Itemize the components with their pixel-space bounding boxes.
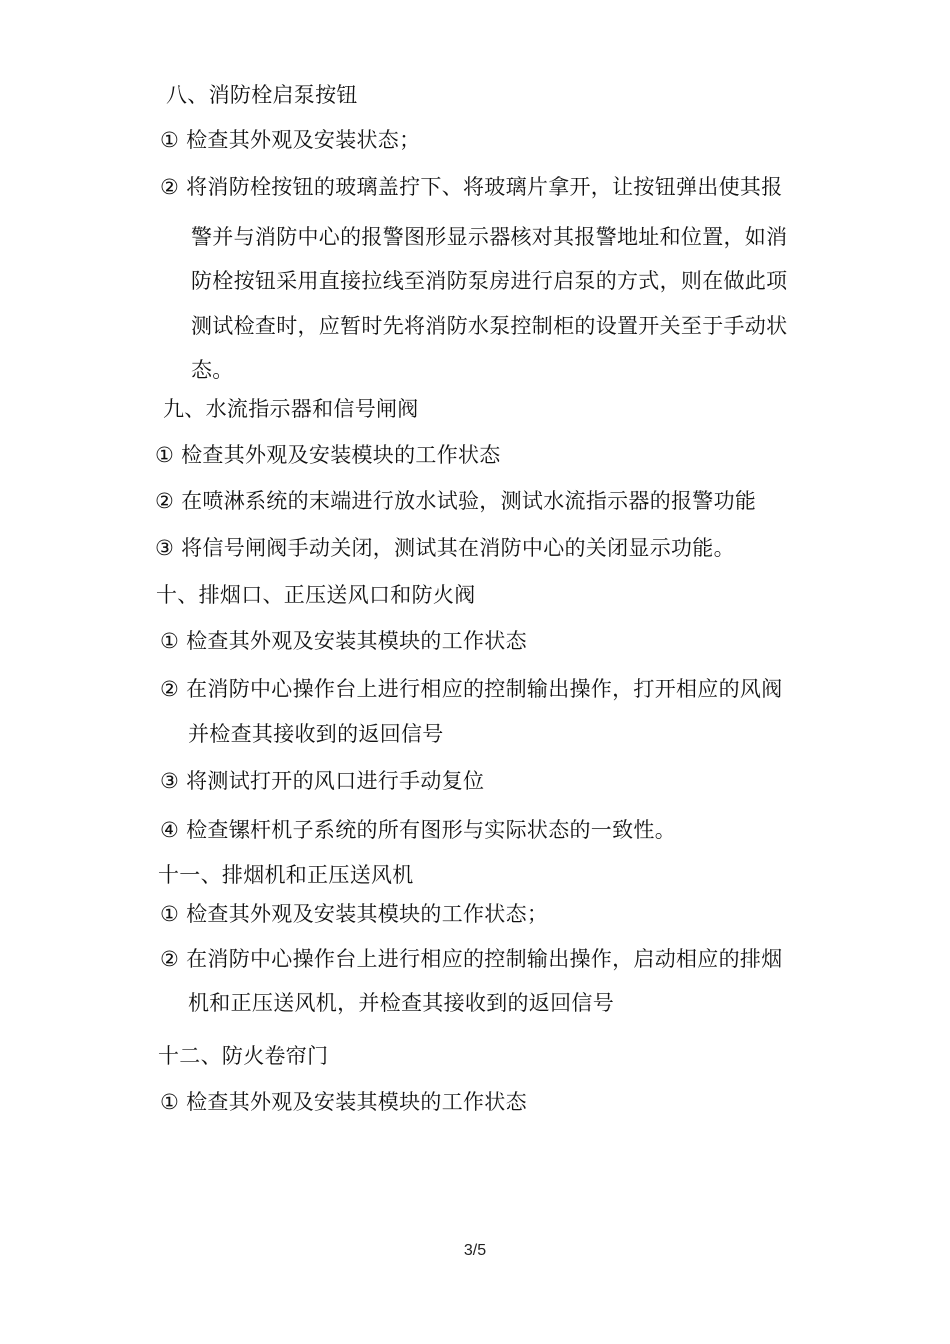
- list-item-continuation: 防栓按钮采用直接拉线至消防泵房进行启泵的方式，则在做此项: [191, 269, 788, 293]
- list-item: ② 在喷淋系统的末端进行放水试验，测试水流指示器的报警功能: [155, 489, 757, 513]
- list-item: ③ 将信号闸阀手动关闭，测试其在消防中心的关闭显示功能。: [155, 536, 735, 560]
- list-item-continuation: 警并与消防中心的报警图形显示器核对其报警地址和位置，如消: [191, 225, 788, 249]
- list-item: ① 检查其外观及安装其模块的工作状态；: [160, 902, 549, 926]
- list-item-continuation: 态。: [191, 358, 234, 382]
- list-item: ① 检查其外观及安装模块的工作状态: [155, 443, 501, 467]
- list-item: ① 检查其外观及安装状态；: [160, 128, 421, 152]
- section-heading: 十二、防火卷帘门: [158, 1044, 329, 1068]
- section-heading: 九、水流指示器和信号闸阀: [163, 397, 419, 421]
- list-item-continuation: 机和正压送风机，并检查其接收到的返回信号: [188, 991, 614, 1015]
- list-item: ③ 将测试打开的风口进行手动复位: [160, 769, 485, 793]
- list-item-continuation: 测试检查时，应暂时先将消防水泵控制柜的设置开关至于手动状: [191, 314, 788, 338]
- list-item: ② 在消防中心操作台上进行相应的控制输出操作，打开相应的风阀: [160, 677, 783, 701]
- section-heading: 八、消防栓启泵按钮: [166, 83, 358, 107]
- list-item: ④ 检查镙杆机子系统的所有图形与实际状态的一致性。: [160, 818, 676, 842]
- list-item: ② 在消防中心操作台上进行相应的控制输出操作，启动相应的排烟: [160, 947, 783, 971]
- list-item: ② 将消防栓按钮的玻璃盖拧下、将玻璃片拿开，让按钮弹出使其报: [160, 175, 783, 199]
- section-heading: 十一、排烟机和正压送风机: [158, 863, 414, 887]
- list-item: ① 检查其外观及安装其模块的工作状态: [160, 629, 527, 653]
- list-item-continuation: 并检查其接收到的返回信号: [188, 722, 444, 746]
- section-heading: 十、排烟口、正压送风口和防火阀: [156, 583, 476, 607]
- page-number: 3/5: [463, 1242, 487, 1259]
- list-item: ① 检查其外观及安装其模块的工作状态: [160, 1090, 527, 1114]
